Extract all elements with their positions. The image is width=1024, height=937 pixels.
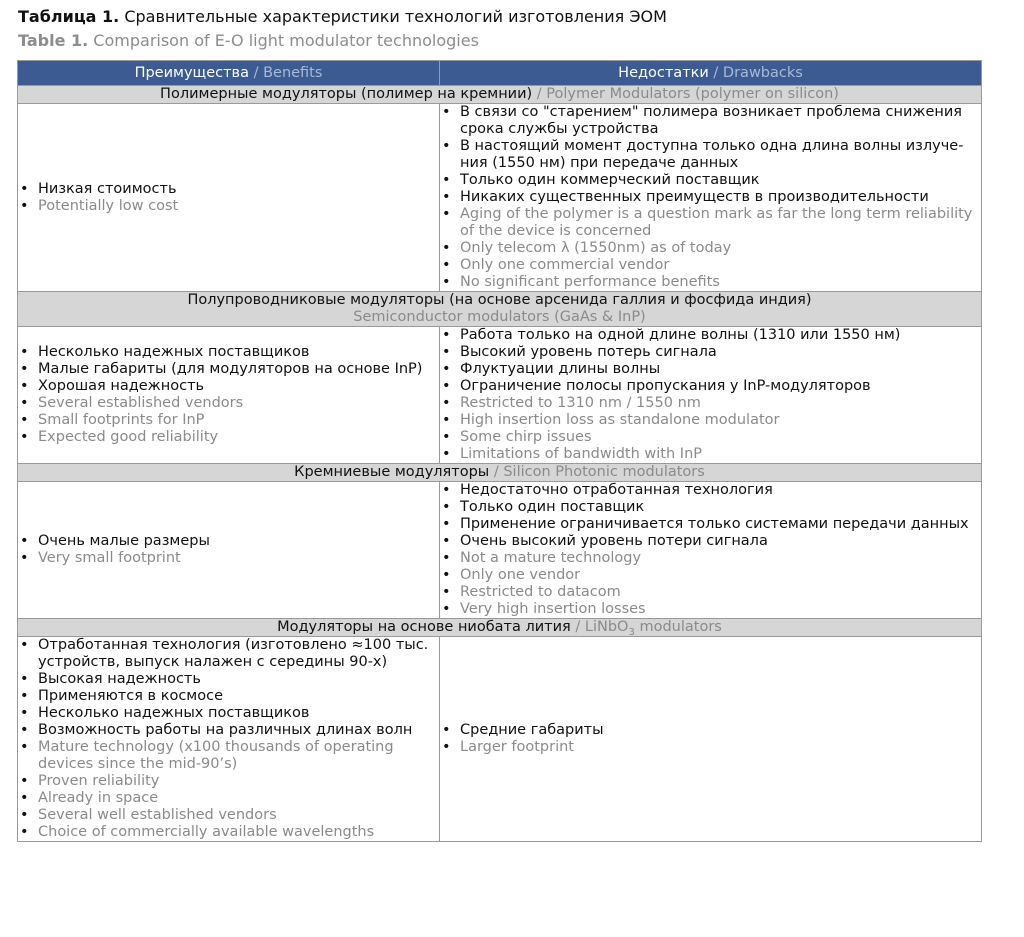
list-item: • Small footprints for InP [18,412,439,429]
list-item: • Not a mature technology [440,550,981,567]
list-item: • Very small footprint [18,550,439,567]
content-row-polymer [18,104,982,292]
section-title-silicon: Кремниевые модуляторы / Silicon Photonic modulators [18,464,982,482]
list-item: • Недостаточно отработанная технология [440,482,981,499]
list-item: • Proven reliability [18,773,439,790]
list-item: • Only telecom λ (1550nm) as of today [440,240,981,257]
drawbacks-cell-semiconductor [440,327,982,464]
list-item: • Высокая надежность [18,671,439,688]
list-item: • Only one vendor [440,567,981,584]
list-item: • Средние габариты [440,722,981,739]
list-item: • Применение ограничивается только системами передачи данных [440,516,981,533]
section-title-polymer: Полимерные модуляторы (полимер на кремнии) / Polymer Modulators (polymer on silicon) [18,86,982,104]
list-item: • Несколько надежных поставщиков [18,344,439,361]
list-item: • Aging of the polymer is a question mark as far the long term reliability of the device is concerned [440,206,981,240]
list-item: • Restricted to datacom [440,584,981,601]
list-item: • Potentially low cost [18,198,439,215]
list-item: • Очень высокий уровень потери сигнала [440,533,981,550]
section-title-semiconductor: Полупроводниковые модуляторы (на основе арсенида галлия и фосфида индия) Semiconductor modulators (GaAs & InP) [18,292,982,327]
section-row-silicon [18,464,982,482]
list-item: • Limitations of bandwidth with InP [440,446,981,463]
list-item: • Choice of commercially available wavelengths [18,824,439,841]
list-item: • Никаких существенных преимуществ в производительности [440,189,981,206]
drawbacks-cell-silicon [440,482,982,619]
benefits-cell-linbo3 [18,637,440,842]
content-row-silicon [18,482,982,619]
list-item: • Высокий уровень потерь сигнала [440,344,981,361]
list-item: • Expected good reliability [18,429,439,446]
list-item: • Малые габариты (для модуляторов на основе InP) [18,361,439,378]
list-item: • Несколько надежных поставщиков [18,705,439,722]
list-item: • Some chirp issues [440,429,981,446]
list-item: • Larger footprint [440,739,981,756]
drawbacks-header: Недостатки / Drawbacks [440,61,982,86]
drawbacks-list [440,104,981,291]
comparison-table [17,60,982,842]
list-item: • Several well established vendors [18,807,439,824]
list-item: • Только один коммерческий поставщик [440,172,981,189]
list-item: • Возможность работы на различных длинах волн [18,722,439,739]
list-item: • В связи со "старением" полимера возникает проблема снижения срока службы устройства [440,104,981,138]
benefits-list [18,637,439,841]
drawbacks-list [440,482,981,618]
content-row-semiconductor [18,327,982,464]
section-row-semiconductor [18,292,982,327]
list-item: • Very high insertion losses [440,601,981,618]
benefits-list [18,533,439,567]
section-row-polymer [18,86,982,104]
drawbacks-cell-linbo3 [440,637,982,842]
list-item: • High insertion loss as standalone modulator [440,412,981,429]
section-title-linbo3: Модуляторы на основе ниобата лития / LiNbO$_3$ modulators [18,619,982,637]
list-item: • Хорошая надежность [18,378,439,395]
benefits-cell-silicon [18,482,440,619]
list-item: • Mature technology (x100 thousands of operating devices since the mid-90’s) [18,739,439,773]
list-item: • В настоящий момент доступна только одна длина волны излуче-ния (1550 нм) при передаче данных [440,138,981,172]
table-title-ru: Таблица 1. Сравнительные характеристики технологий изготовления ЭОМ [18,7,667,26]
list-item: • Применяются в космосе [18,688,439,705]
benefits-cell-polymer [18,104,440,292]
list-item: • Работа только на одной длине волны (1310 или 1550 нм) [440,327,981,344]
list-item: • Restricted to 1310 nm / 1550 nm [440,395,981,412]
list-item: • Several established vendors [18,395,439,412]
list-item: • Only one commercial vendor [440,257,981,274]
drawbacks-list [440,327,981,463]
list-item: • Ограничение полосы пропускания у InP-модуляторов [440,378,981,395]
list-item: • Отработанная технология (изготовлено ≈100 тыс. устройств, выпуск налажен с середины 90-х) [18,637,439,671]
drawbacks-cell-polymer [440,104,982,292]
benefits-header: Преимущества / Benefits [18,61,440,86]
table-title-en: Table 1. Comparison of E-O light modulator technologies [18,31,479,50]
content-row-linbo3 [18,637,982,842]
list-item: • No significant performance benefits [440,274,981,291]
list-item: • Очень малые размеры [18,533,439,550]
list-item: • Низкая стоимость [18,181,439,198]
list-item: • Already in space [18,790,439,807]
drawbacks-list [440,722,981,756]
list-item: • Флуктуации длины волны [440,361,981,378]
section-row-linbo3 [18,619,982,637]
benefits-cell-semiconductor [18,327,440,464]
list-item: • Только один поставщик [440,499,981,516]
benefits-list [18,181,439,215]
header-row [18,61,982,86]
benefits-list [18,344,439,446]
